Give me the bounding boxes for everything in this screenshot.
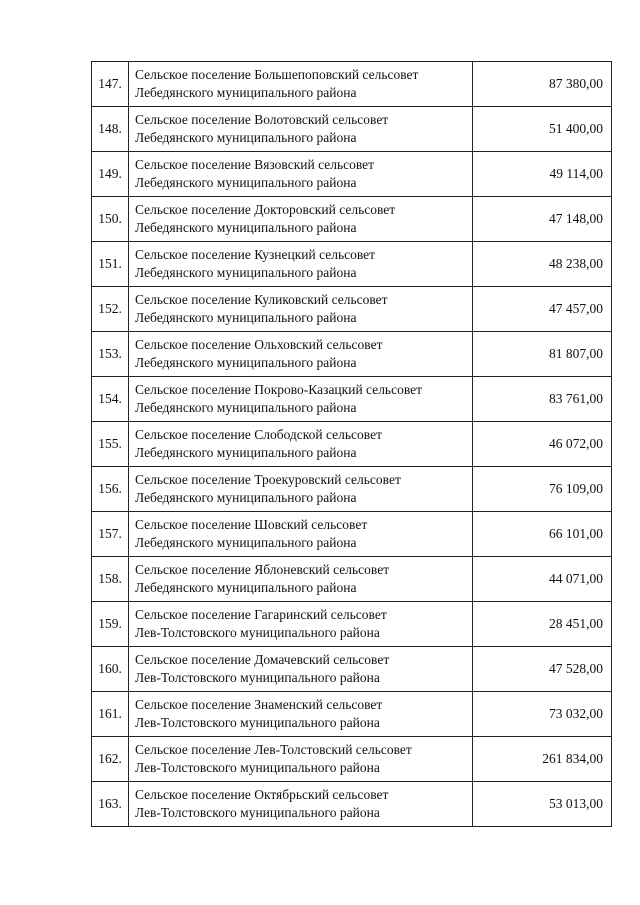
district-name: Лебедянского муниципального района [135, 400, 357, 415]
district-name: Лебедянского муниципального района [135, 85, 357, 100]
settlement-name: Сельское поселение Слободской сельсовет [135, 427, 382, 442]
allocation-table [91, 61, 612, 827]
table-row [92, 422, 612, 467]
settlement-name-cell [129, 107, 473, 152]
row-number: 151. [92, 242, 129, 287]
row-number: 148. [92, 107, 129, 152]
settlement-name-cell [129, 692, 473, 737]
table-row [92, 602, 612, 647]
settlement-name: Сельское поселение Кузнецкий сельсовет [135, 247, 376, 262]
amount-value: 53 013,00 [473, 782, 612, 827]
amount-value: 73 032,00 [473, 692, 612, 737]
table-row [92, 287, 612, 332]
district-name: Лебедянского муниципального района [135, 535, 357, 550]
row-number: 147. [92, 62, 129, 107]
row-number: 163. [92, 782, 129, 827]
table-row [92, 197, 612, 242]
settlement-name-cell [129, 647, 473, 692]
district-name: Лебедянского муниципального района [135, 580, 357, 595]
amount-value: 44 071,00 [473, 557, 612, 602]
district-name: Лебедянского муниципального района [135, 265, 357, 280]
amount-value: 83 761,00 [473, 377, 612, 422]
settlement-name-cell [129, 242, 473, 287]
settlement-name: Сельское поселение Волотовский сельсовет [135, 112, 389, 127]
settlement-name: Сельское поселение Ольховский сельсовет [135, 337, 383, 352]
amount-value: 28 451,00 [473, 602, 612, 647]
settlement-name-cell [129, 62, 473, 107]
settlement-name-cell [129, 152, 473, 197]
row-number: 149. [92, 152, 129, 197]
amount-value: 47 457,00 [473, 287, 612, 332]
table-row [92, 62, 612, 107]
settlement-name-cell [129, 782, 473, 827]
district-name: Лев-Толстовского муниципального района [135, 805, 380, 820]
district-name: Лебедянского муниципального района [135, 355, 357, 370]
district-name: Лебедянского муниципального района [135, 130, 357, 145]
row-number: 153. [92, 332, 129, 377]
table-row [92, 152, 612, 197]
amount-value: 66 101,00 [473, 512, 612, 557]
district-name: Лебедянского муниципального района [135, 175, 357, 190]
settlement-name-cell [129, 422, 473, 467]
district-name: Лев-Толстовского муниципального района [135, 715, 380, 730]
settlement-name-cell [129, 557, 473, 602]
settlement-name-cell [129, 332, 473, 377]
amount-value: 76 109,00 [473, 467, 612, 512]
settlement-name: Сельское поселение Куликовский сельсовет [135, 292, 388, 307]
district-name: Лев-Толстовского муниципального района [135, 670, 380, 685]
table-row [92, 512, 612, 557]
row-number: 162. [92, 737, 129, 782]
settlement-name-cell [129, 602, 473, 647]
table-row [92, 557, 612, 602]
table-row [92, 737, 612, 782]
amount-value: 49 114,00 [473, 152, 612, 197]
settlement-name: Сельское поселение Гагаринский сельсовет [135, 607, 387, 622]
row-number: 150. [92, 197, 129, 242]
settlement-name: Сельское поселение Покрово-Казацкий сельсовет [135, 382, 423, 397]
table-row [92, 107, 612, 152]
settlement-name-cell [129, 197, 473, 242]
amount-value: 48 238,00 [473, 242, 612, 287]
amount-value: 87 380,00 [473, 62, 612, 107]
district-name: Лев-Толстовского муниципального района [135, 760, 380, 775]
settlement-name: Сельское поселение Троекуровский сельсовет [135, 472, 401, 487]
settlement-name: Сельское поселение Октябрьский сельсовет [135, 787, 389, 802]
row-number: 158. [92, 557, 129, 602]
row-number: 154. [92, 377, 129, 422]
settlement-name: Сельское поселение Большепоповский сельсовет [135, 67, 419, 82]
row-number: 152. [92, 287, 129, 332]
settlement-name-cell [129, 512, 473, 557]
settlement-name-cell [129, 377, 473, 422]
district-name: Лебедянского муниципального района [135, 220, 357, 235]
row-number: 156. [92, 467, 129, 512]
row-number: 159. [92, 602, 129, 647]
amount-value: 81 807,00 [473, 332, 612, 377]
amount-value: 47 528,00 [473, 647, 612, 692]
table-row [92, 377, 612, 422]
district-name: Лебедянского муниципального района [135, 490, 357, 505]
row-number: 161. [92, 692, 129, 737]
settlement-name-cell [129, 287, 473, 332]
row-number: 155. [92, 422, 129, 467]
row-number: 157. [92, 512, 129, 557]
settlement-name: Сельское поселение Вязовский сельсовет [135, 157, 375, 172]
settlement-name-cell [129, 737, 473, 782]
amount-value: 46 072,00 [473, 422, 612, 467]
district-name: Лев-Толстовского муниципального района [135, 625, 380, 640]
table-row [92, 467, 612, 512]
amount-value: 51 400,00 [473, 107, 612, 152]
settlement-name: Сельское поселение Яблоневский сельсовет [135, 562, 390, 577]
row-number: 160. [92, 647, 129, 692]
table-row [92, 782, 612, 827]
settlement-name: Сельское поселение Лев-Толстовский сельсовет [135, 742, 412, 757]
table-row [92, 692, 612, 737]
table-body [92, 62, 612, 827]
settlement-name: Сельское поселение Шовский сельсовет [135, 517, 368, 532]
amount-value: 261 834,00 [473, 737, 612, 782]
table-row [92, 647, 612, 692]
settlement-name-cell [129, 467, 473, 512]
district-name: Лебедянского муниципального района [135, 310, 357, 325]
amount-value: 47 148,00 [473, 197, 612, 242]
settlement-name: Сельское поселение Знаменский сельсовет [135, 697, 383, 712]
table-row [92, 332, 612, 377]
district-name: Лебедянского муниципального района [135, 445, 357, 460]
settlement-name: Сельское поселение Домачевский сельсовет [135, 652, 390, 667]
settlement-name: Сельское поселение Докторовский сельсовет [135, 202, 396, 217]
table-row [92, 242, 612, 287]
